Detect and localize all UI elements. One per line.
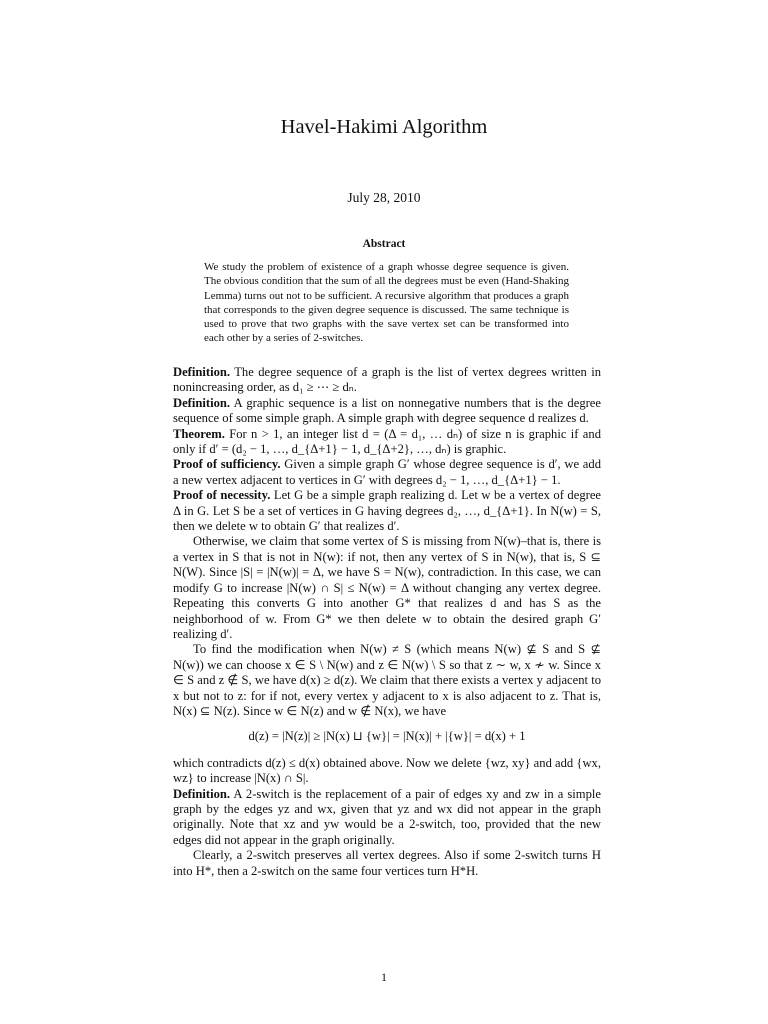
abstract-text: We study the problem of existence of a graph whosse degree sequence is given. The obvious condition that the sum of all the degrees must be even (Hand-Shaking Lemma) turns out not to be sufficient. A recursive algorithm that produces a graph that corresponds to the given degree sequence is discussed. The same technique is used to prove that two graphs with the save vertex set can be transformed into each other by a series of 2-switches. <box>204 261 569 345</box>
paragraph-definition-degree-sequence: Definition. The degree sequence of a graph is the list of vertex degrees written in nonincreasing order, as d₁ ≥ ⋯ ≥ dₙ. <box>173 365 601 395</box>
paragraph-proof-sufficiency: Proof of sufficiency. Given a simple graph G′ whose degree sequence is d′, we add a new vertex adjacent to vertices in G′ with degrees d₂ − 1, …, d_{Δ+1} − 1. <box>173 457 601 487</box>
paragraph-proof-necessity: Proof of necessity. Let G be a simple graph realizing d. Let w be a vertex of degree Δ in G. Let S be a set of vertices in G having degrees d₂, …, d_{Δ+1}. In N(w) = S, then we delete w to obtain G′ that realizes d′. <box>173 488 601 534</box>
paragraph-theorem: Theorem. For n > 1, an integer list d = (Δ = d₁, … dₙ) of size n is graphic if and only if d′ = (d₂ − 1, …, d_{Δ+1} − 1, d_{Δ+2}, …, dₙ) is graphic. <box>173 426 601 457</box>
paragraph-contradiction: which contradicts d(z) ≤ d(x) obtained above. Now we delete {wz, xy} and add {wx, wz} to increase |N(x) ∩ S|. <box>173 755 601 786</box>
paragraph-otherwise: Otherwise, we claim that some vertex of S is missing from N(w)–that is, there is a vertex in S that is not in N(w): if not, then any vertex of S in N(w), that is, S ⊆ N(W). Since |S| = |N(w)| = Δ, we have S = N(w), contradiction. In this case, we can modify G to increase |N(w) ∩ S| ≤ N(w) = Δ without changing any vertex degree. Repeating this converts G into another G* that realizes d and has S as the neighborhood of w. From G* we then delete w to obtain the desired graph G′ realizing d′. <box>173 534 601 641</box>
paragraph-definition-2-switch: Definition. A 2-switch is the replacement of a pair of edges xy and zw in a simple graph by the edges yz and wx, given that yz and wx did not appear in the graph originally. Note that xz and yw would be a 2-switch, too, provided that the new edges did not appear in the graph originally. <box>173 786 601 847</box>
paper-title: Havel-Hakimi Algorithm <box>280 116 488 138</box>
abstract-heading: Abstract <box>362 238 406 250</box>
paper-date: July 28, 2010 <box>347 190 421 205</box>
paragraph-definition-graphic-sequence: Definition. A graphic sequence is a list on nonnegative numbers that is the degree sequence of some simple graph. A simple graph with degree sequence d realizes d. <box>173 395 601 426</box>
paper-body <box>173 365 601 879</box>
display-equation: d(z) = |N(z)| ≥ |N(x) ⊔ {w}| = |N(x)| + |{w}| = d(x) + 1 <box>248 729 526 744</box>
paragraph-modification: To find the modification when N(w) ≠ S (which means N(w) ⊈ S and S ⊈ N(w)) we can choose x ∈ S \ N(w) and z ∈ N(w) \ S so that z ∼ w, x ≁ w. Since x ∈ S and z ∉ S, we have d(x) ≥ d(z). We claim that there exists a vertex y adjacent to x but not to z: for if not, every vertex y adjacent to x is also adjacent to z. That is, N(x) ⊆ N(z). Since w ∈ N(z) and w ∉ N(x), we have <box>173 642 601 718</box>
paragraph-2-switch-preserves: Clearly, a 2-switch preserves all vertex degrees. Also if some 2-switch turns H into H*, then a 2-switch on the same four vertices turn H*H. <box>173 848 601 878</box>
page-number: 1 <box>381 970 387 984</box>
